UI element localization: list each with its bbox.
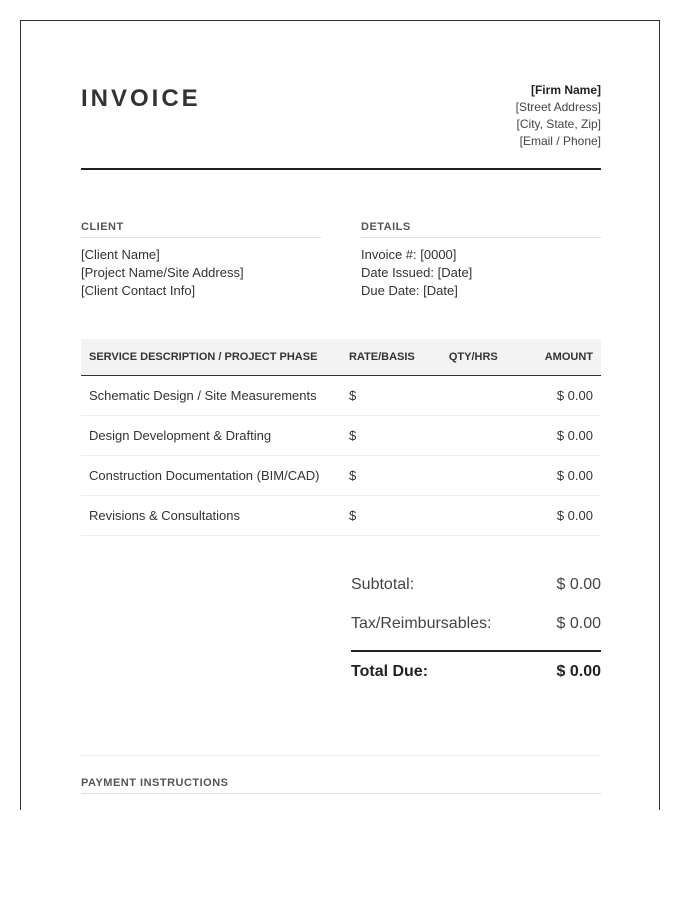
tax-label: Tax/Reimbursables: bbox=[351, 615, 492, 632]
subtotal-row bbox=[351, 569, 601, 608]
client-name: [Client Name] bbox=[81, 247, 160, 262]
row-rate: $ bbox=[341, 376, 441, 416]
invoice-title: INVOICE bbox=[81, 85, 201, 112]
due-date: Due Date: [Date] bbox=[361, 283, 458, 298]
firm-street-address: [Street Address] bbox=[515, 100, 601, 114]
tax-row bbox=[351, 608, 601, 647]
total-due-value: $ 0.00 bbox=[556, 663, 601, 680]
row-qty bbox=[441, 416, 537, 456]
row-qty bbox=[441, 376, 537, 416]
totals-divider bbox=[351, 650, 601, 652]
row-qty bbox=[441, 456, 537, 496]
table-header-row bbox=[81, 339, 601, 376]
column-header-rate: RATE/BASIS bbox=[341, 339, 441, 376]
row-description: Schematic Design / Site Measurements bbox=[81, 376, 341, 416]
column-header-description: SERVICE DESCRIPTION / PROJECT PHASE bbox=[81, 339, 341, 376]
subtotal-value: $ 0.00 bbox=[556, 576, 601, 593]
firm-name: [Firm Name] bbox=[530, 83, 601, 97]
details-heading: DETAILS bbox=[361, 221, 601, 238]
row-amount: $ 0.00 bbox=[537, 496, 601, 536]
row-amount: $ 0.00 bbox=[537, 456, 601, 496]
row-description: Design Development & Drafting bbox=[81, 416, 341, 456]
table-row bbox=[81, 496, 601, 536]
column-header-amount: AMOUNT bbox=[537, 339, 601, 376]
line-items-table bbox=[81, 339, 601, 536]
row-rate: $ bbox=[341, 416, 441, 456]
row-amount: $ 0.00 bbox=[537, 376, 601, 416]
footer-divider bbox=[81, 755, 601, 756]
row-rate: $ bbox=[341, 496, 441, 536]
total-due-label: Total Due: bbox=[351, 663, 429, 680]
client-project: [Project Name/Site Address] bbox=[81, 265, 244, 280]
table-row bbox=[81, 416, 601, 456]
payment-instructions-heading: PAYMENT INSTRUCTIONS bbox=[81, 777, 601, 794]
details-section bbox=[361, 221, 601, 300]
row-amount: $ 0.00 bbox=[537, 416, 601, 456]
subtotal-label: Subtotal: bbox=[351, 576, 415, 593]
date-issued: Date Issued: [Date] bbox=[361, 265, 473, 280]
client-contact: [Client Contact Info] bbox=[81, 283, 196, 298]
column-header-qty: QTY/HRS bbox=[441, 339, 537, 376]
client-section bbox=[81, 221, 321, 300]
invoice-sheet bbox=[20, 20, 660, 810]
firm-city-state-zip: [City, State, Zip] bbox=[516, 117, 601, 131]
table-row bbox=[81, 376, 601, 416]
tax-value: $ 0.00 bbox=[556, 615, 601, 632]
header-divider bbox=[81, 168, 601, 170]
total-due-row bbox=[351, 658, 601, 690]
row-rate: $ bbox=[341, 456, 441, 496]
firm-email-phone: [Email / Phone] bbox=[519, 134, 601, 148]
invoice-number: Invoice #: [0000] bbox=[361, 247, 457, 262]
row-description: Construction Documentation (BIM/CAD) bbox=[81, 456, 341, 496]
totals-section bbox=[351, 569, 601, 690]
firm-info bbox=[516, 82, 601, 150]
table-row bbox=[81, 456, 601, 496]
row-description: Revisions & Consultations bbox=[81, 496, 341, 536]
row-qty bbox=[441, 496, 537, 536]
client-heading: CLIENT bbox=[81, 221, 321, 238]
